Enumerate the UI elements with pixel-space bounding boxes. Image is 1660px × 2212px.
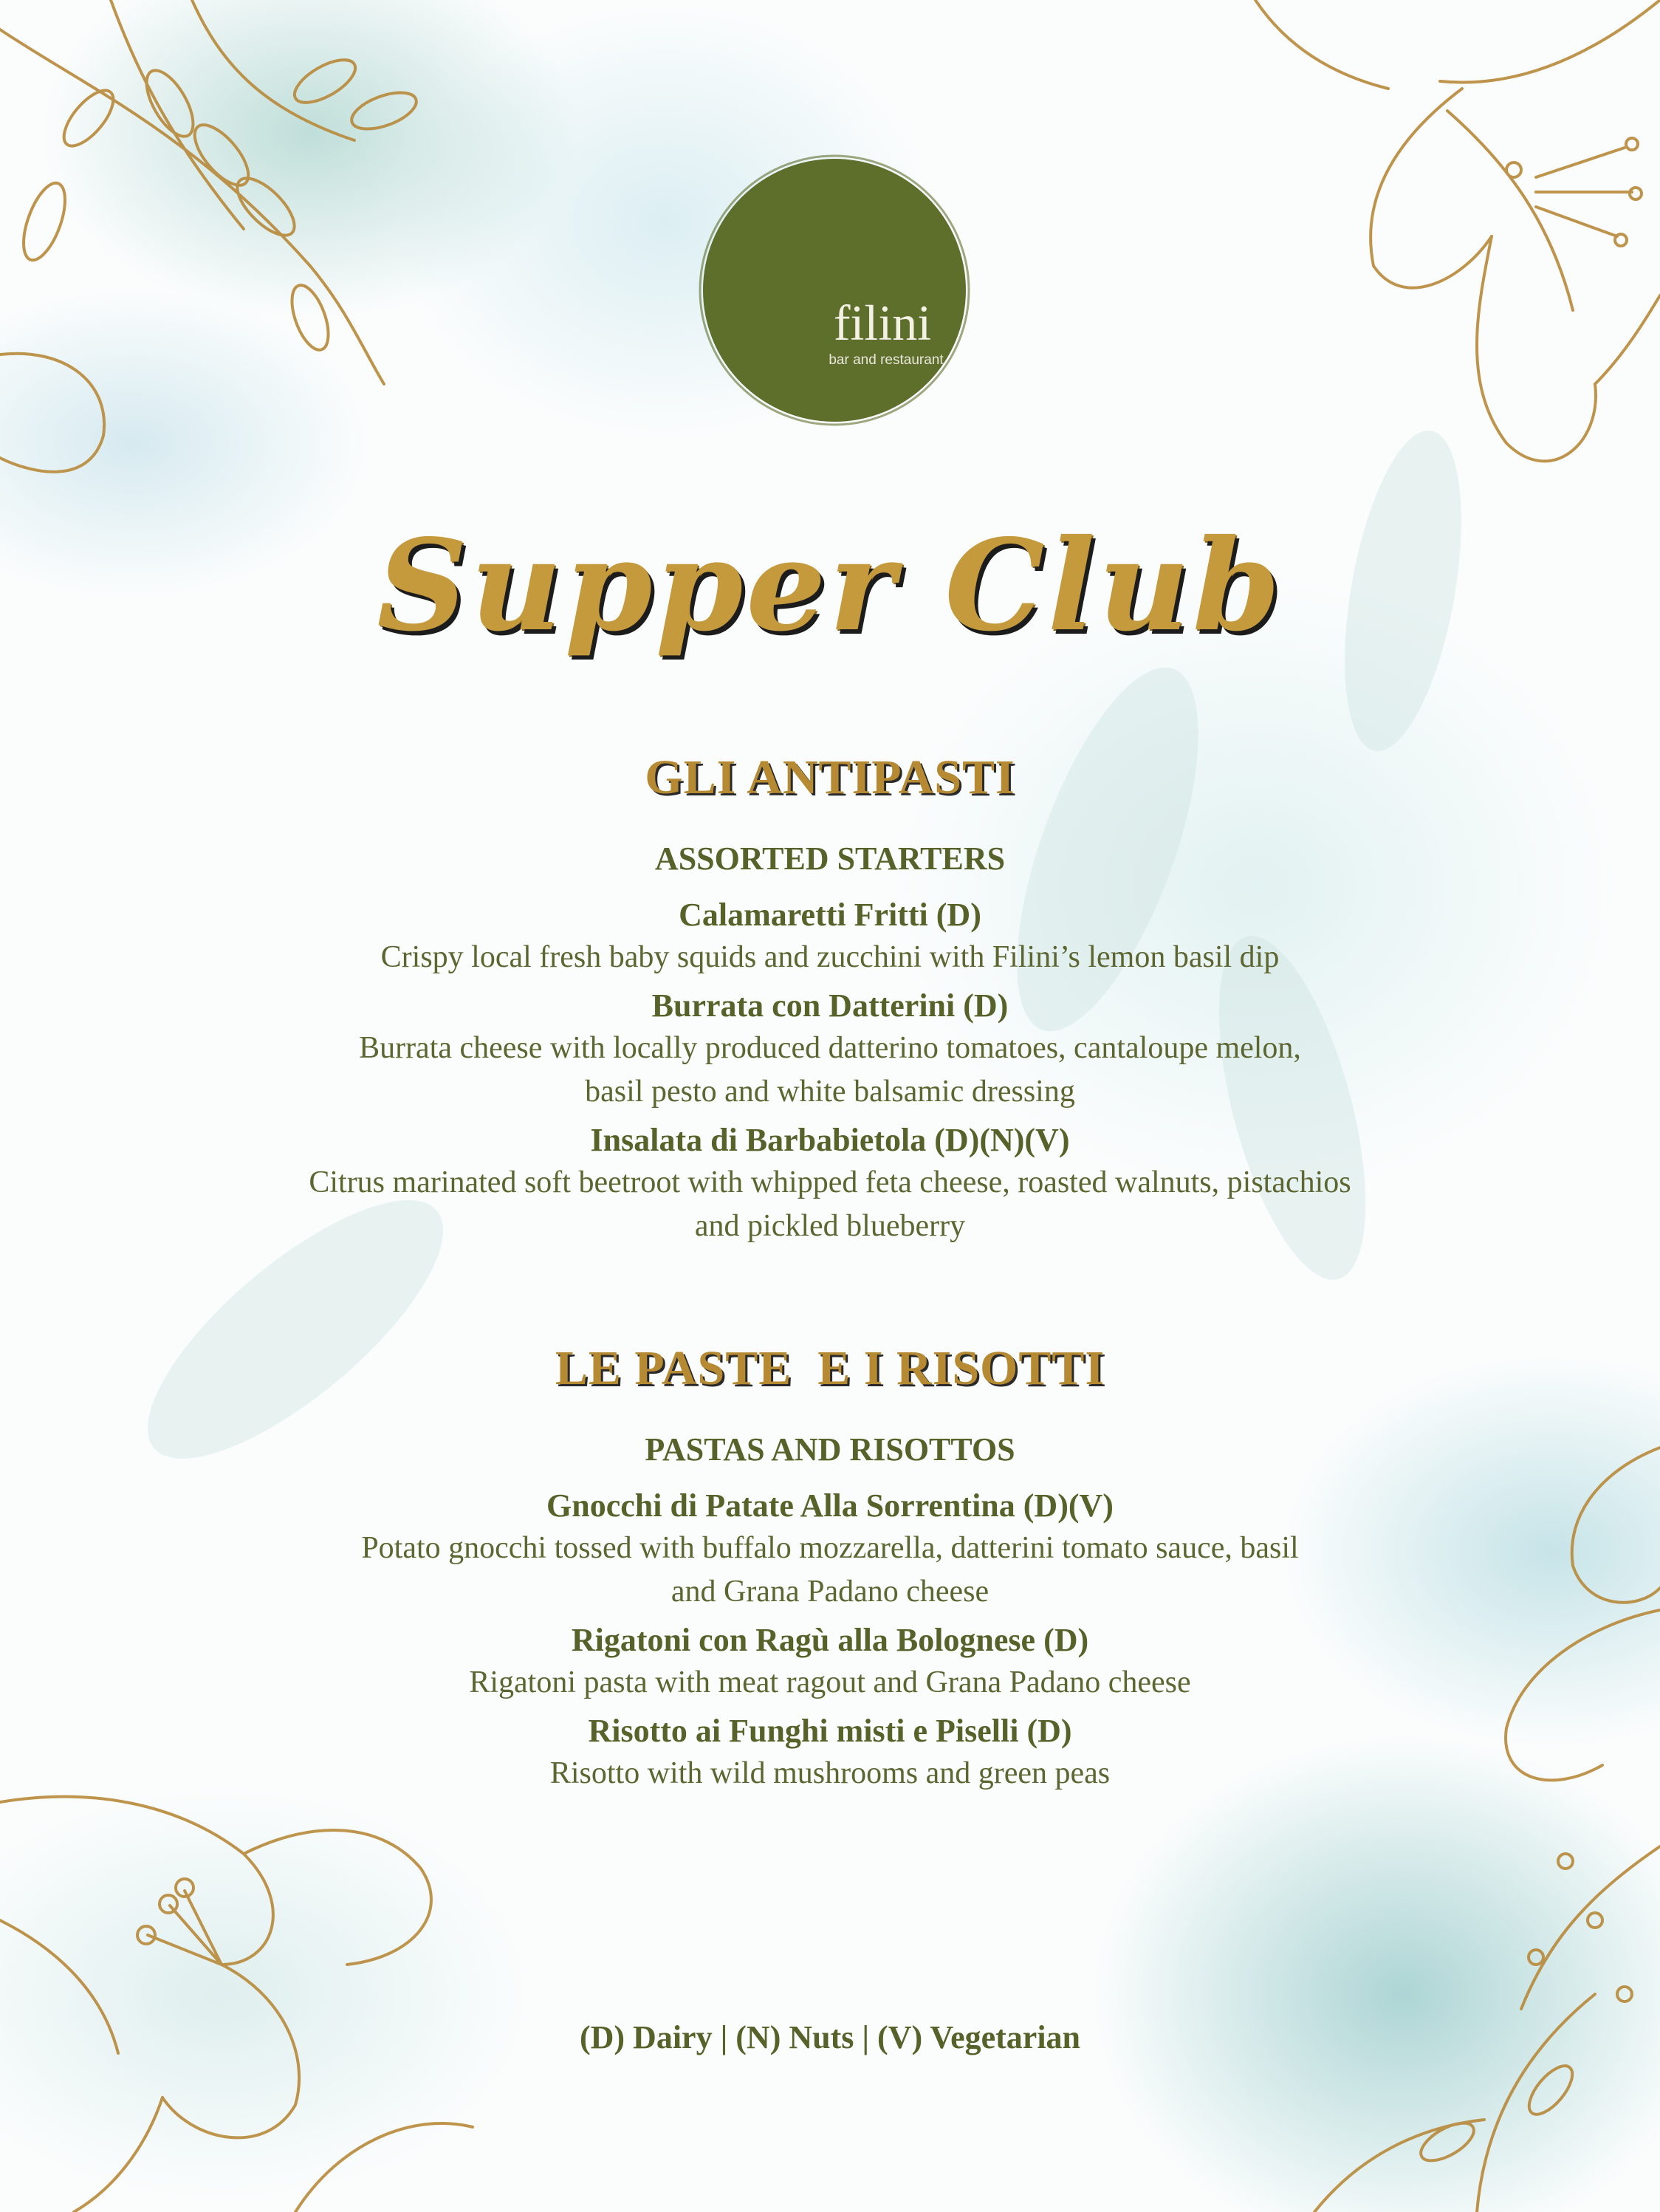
section-title: LE PASTE E I RISOTTI <box>555 1341 1105 1395</box>
menu-item-desc: Crispy local fresh baby squids and zucchini with Filini’s lemon basil dip <box>380 940 1280 974</box>
brand-name: filini <box>833 295 932 351</box>
menu-item-name: Gnocchi di Patate Alla Sorrentina (D)(V) <box>546 1487 1114 1524</box>
page-title: Supper Club <box>377 512 1283 660</box>
section-antipasti <box>0 750 1660 1248</box>
menu-item-desc: and Grana Padano cheese <box>670 1575 990 1609</box>
section-subtitle: ASSORTED STARTERS <box>654 840 1006 877</box>
menu-item-desc: Citrus marinated soft beetroot with whipped feta cheese, roasted walnuts, pistachios <box>309 1165 1351 1199</box>
brand-tagline: bar and restaurant <box>829 352 944 368</box>
menu-item-desc: basil pesto and white balsamic dressing <box>585 1075 1075 1109</box>
menu-item-desc: Burrata cheese with locally produced datterino tomatoes, cantaloupe melon, <box>359 1031 1301 1065</box>
menu-item-desc: Rigatoni pasta with meat ragout and Grana Padano cheese <box>469 1665 1191 1699</box>
menu-item-name: Insalata di Barbabietola (D)(N)(V) <box>590 1122 1070 1158</box>
section-subtitle: PASTAS AND RISOTTOS <box>645 1431 1015 1468</box>
menu-item-desc: Risotto with wild mushrooms and green peas <box>549 1756 1111 1790</box>
menu-item-name: Calamaretti Fritti (D) <box>679 897 981 933</box>
dietary-legend: (D) Dairy | (N) Nuts | (V) Vegetarian <box>579 2019 1081 2055</box>
menu-item-name: Burrata con Datterini (D) <box>651 987 1009 1024</box>
menu-item-desc: Potato gnocchi tossed with buffalo mozzarella, datterini tomato sauce, basil <box>361 1531 1299 1565</box>
section-title: GLI ANTIPASTI <box>645 750 1015 804</box>
brand-logo <box>687 154 982 427</box>
menu-item-name: Rigatoni con Ragù alla Bolognese (D) <box>571 1622 1089 1658</box>
section-paste <box>0 1341 1660 1795</box>
menu-item-desc: and pickled blueberry <box>694 1209 966 1243</box>
menu-item-name: Risotto ai Funghi misti e Piselli (D) <box>588 1713 1072 1749</box>
